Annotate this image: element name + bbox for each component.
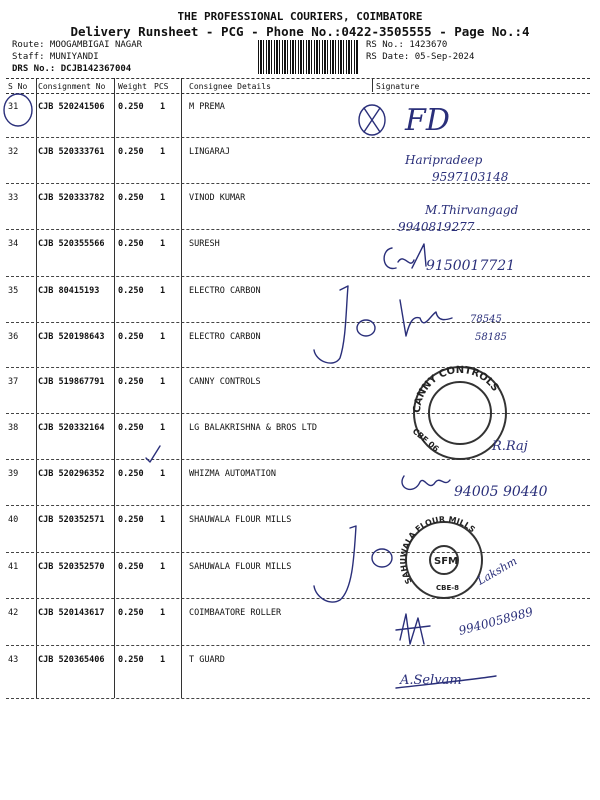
row-sno: 39 xyxy=(8,469,19,479)
row-consignee: LINGARAJ xyxy=(189,147,230,157)
company-title: THE PROFESSIONAL COURIERS, COIMBATORE xyxy=(177,10,423,23)
j-mark xyxy=(314,286,348,363)
rs-date: RS Date: 05-Sep-2024 xyxy=(366,52,475,62)
row-weight: 0.250 xyxy=(118,286,144,296)
canny-stamp-text: CANNY CONTROLS xyxy=(411,364,501,414)
sig42-phone: 9940058989 xyxy=(457,604,535,638)
row-consignee: CANNY CONTROLS xyxy=(189,377,261,387)
row-pcs: 1 xyxy=(160,655,166,665)
row-consignee: COIMBAATORE ROLLER xyxy=(189,608,282,618)
row-weight: 0.250 xyxy=(118,332,144,342)
row-weight: 0.250 xyxy=(118,515,144,525)
row-consignment-no: CJB 519867791 xyxy=(38,377,105,387)
sig42-scribble xyxy=(396,614,430,644)
col-signature: Signature xyxy=(376,82,420,91)
circle-mark xyxy=(4,94,32,126)
row-consignee: WHIZMA AUTOMATION xyxy=(189,469,276,479)
row-sno: 32 xyxy=(8,147,19,157)
sig36-scribble xyxy=(400,300,452,336)
row-pcs: 1 xyxy=(160,239,166,249)
row-consignee: VINOD KUMAR xyxy=(189,193,246,203)
row-weight: 0.250 xyxy=(118,562,144,572)
row-consignee: ELECTRO CARBON xyxy=(189,286,261,296)
col-pcs: PCS xyxy=(154,82,169,91)
circle-mark xyxy=(372,549,392,567)
row-pcs: 1 xyxy=(160,423,166,433)
sig36-b: 58185 xyxy=(475,332,507,343)
row-consignee: SURESH xyxy=(189,239,220,249)
row-sno: 38 xyxy=(8,423,19,433)
row-consignee: LG BALAKRISHNA & BROS LTD xyxy=(189,423,317,433)
j-mark xyxy=(314,526,356,602)
row-weight: 0.250 xyxy=(118,469,144,479)
sig39-phone: 94005 90440 xyxy=(454,484,548,500)
route-label: Route: MOOGAMBIGAI NAGAR xyxy=(12,40,143,50)
sig31-text: FD xyxy=(405,103,450,138)
row-pcs: 1 xyxy=(160,608,166,618)
sig33-name: M.Thirvangagd xyxy=(425,203,519,217)
row-consignment-no: CJB 520352570 xyxy=(38,562,105,572)
row-consignment-no: CJB 520365406 xyxy=(38,655,105,665)
row-consignee: SHAUWALA FLOUR MILLS xyxy=(189,515,292,525)
row-consignment-no: CJB 520296352 xyxy=(38,469,105,479)
sig43: A.Selvam xyxy=(400,673,462,688)
row-consignment-no: CJB 80415193 xyxy=(38,286,100,296)
row-pcs: 1 xyxy=(160,377,166,387)
sig36-a: 78545 xyxy=(470,314,502,325)
row-sno: 43 xyxy=(8,655,19,665)
sig34-phone: 9150017721 xyxy=(426,258,516,274)
row-pcs: 1 xyxy=(160,102,166,112)
row-sno: 31 xyxy=(8,102,19,112)
sig38: R.Raj xyxy=(492,439,528,454)
sig33-phone: 9940819277 xyxy=(398,220,475,234)
row-consignment-no: CJB 520332164 xyxy=(38,423,105,433)
sig32-phone: 9597103148 xyxy=(432,170,509,184)
svg-text:CANNY CONTROLS xyxy=(412,365,501,413)
row-consignment-no: CJB 520333761 xyxy=(38,147,105,157)
col-consignment: Consignment No xyxy=(38,82,106,91)
runsheet-subtitle: Delivery Runsheet - PCG - Phone No.:0422-3505555 - Page No.:4 xyxy=(70,24,530,39)
row-pcs: 1 xyxy=(160,147,166,157)
tick-mark xyxy=(146,446,160,462)
row-consignment-no: CJB 520333782 xyxy=(38,193,105,203)
row-sno: 37 xyxy=(8,377,19,387)
row-weight: 0.250 xyxy=(118,147,144,157)
signature-31 xyxy=(359,103,450,138)
row-sno: 33 xyxy=(8,193,19,203)
row-consignment-no: CJB 520355566 xyxy=(38,239,105,249)
row-pcs: 1 xyxy=(160,469,166,479)
sfm-ring-text: SAHUWALA FLOUR MILLS xyxy=(398,514,477,586)
row-consignment-no: CJB 520352571 xyxy=(38,515,105,525)
row-sno: 36 xyxy=(8,332,19,342)
sfm-bottom-text: CBE-8 xyxy=(436,584,460,592)
sig34-scribble xyxy=(384,244,426,268)
row-pcs: 1 xyxy=(160,332,166,342)
svg-text:SAHUWALA FLOUR MILLS xyxy=(399,515,477,586)
row-sno: 42 xyxy=(8,608,19,618)
row-pcs: 1 xyxy=(160,515,166,525)
row-sno: 41 xyxy=(8,562,19,572)
row-weight: 0.250 xyxy=(118,423,144,433)
row-sno: 34 xyxy=(8,239,19,249)
row-weight: 0.250 xyxy=(118,193,144,203)
row-sno: 35 xyxy=(8,286,19,296)
circle-mark xyxy=(357,320,375,336)
sfm-center-text: SFM xyxy=(434,556,458,567)
row-pcs: 1 xyxy=(160,562,166,572)
sfm-stamp xyxy=(399,515,482,598)
sig39-scribble xyxy=(402,476,450,489)
row-consignee: M PREMA xyxy=(189,102,225,112)
col-consignee: Consignee Details xyxy=(189,82,271,91)
row-weight: 0.250 xyxy=(118,239,144,249)
row-consignee: T GUARD xyxy=(189,655,225,665)
sig41: Lakshm xyxy=(475,554,520,588)
canny-stamp-bottom: CBE 06 xyxy=(410,426,441,454)
row-weight: 0.250 xyxy=(118,655,144,665)
row-weight: 0.250 xyxy=(118,102,144,112)
row-consignee: ELECTRO CARBON xyxy=(189,332,261,342)
row-consignment-no: CJB 520241506 xyxy=(38,102,105,112)
staff-label: Staff: MUNIYANDI xyxy=(12,52,99,62)
row-consignment-no: CJB 520143617 xyxy=(38,608,105,618)
row-consignment-no: CJB 520198643 xyxy=(38,332,105,342)
row-pcs: 1 xyxy=(160,286,166,296)
row-sno: 40 xyxy=(8,515,19,525)
sig32-name: Haripradeep xyxy=(405,153,483,167)
row-consignee: SAHUWALA FLOUR MILLS xyxy=(189,562,292,572)
col-weight: Weight xyxy=(118,82,147,91)
row-weight: 0.250 xyxy=(118,608,144,618)
drs-number: DRS No.: DCJB142367004 xyxy=(12,64,132,74)
rs-number: RS No.: 1423670 xyxy=(366,40,448,50)
row-weight: 0.250 xyxy=(118,377,144,387)
col-sno: S No xyxy=(8,82,28,91)
row-pcs: 1 xyxy=(160,193,166,203)
